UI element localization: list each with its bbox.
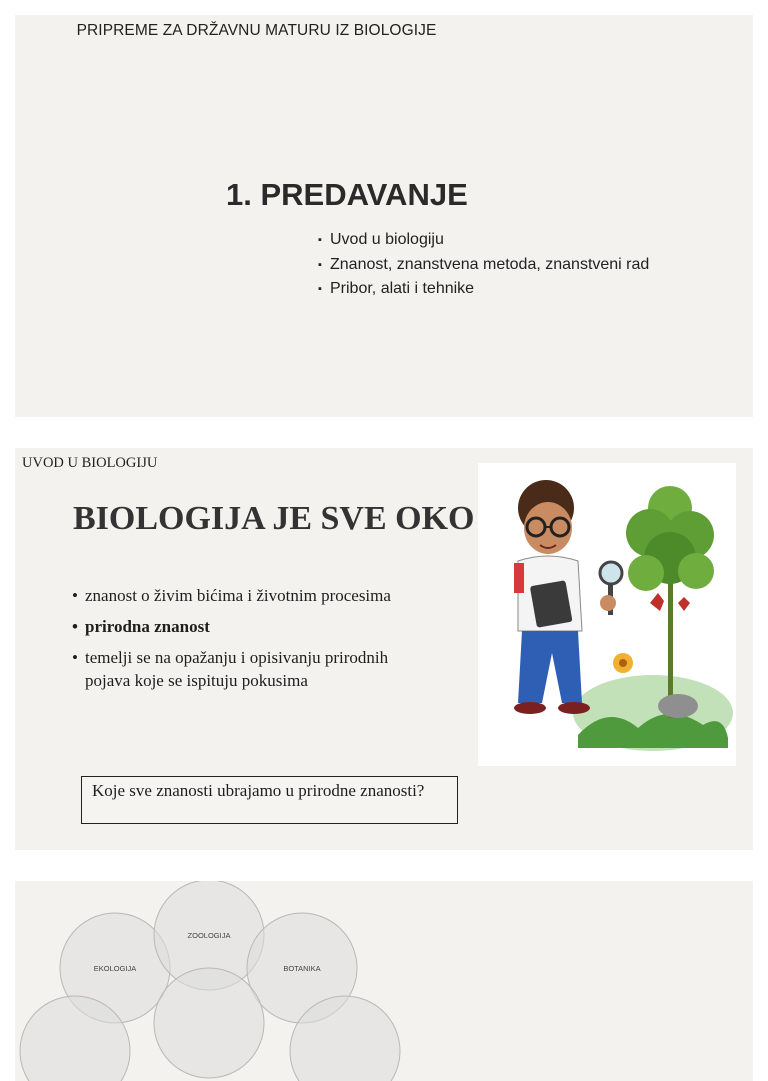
slide-1 [15, 15, 753, 417]
venn-circle [154, 968, 264, 1078]
venn-label-zoologija: ZOOLOGIJA [187, 931, 231, 940]
list-item-text: Pribor, alati i tehnike [330, 280, 475, 297]
list-item [318, 277, 649, 302]
venn-label-ekologija: EKOLOGIJA [93, 964, 137, 973]
list-item [72, 646, 412, 692]
list-item [318, 228, 649, 253]
bullet-icon: • [72, 617, 78, 636]
list-item [72, 584, 412, 607]
scientist-illustration [478, 463, 736, 766]
slide-1-bullet-list [318, 228, 649, 302]
list-item-text: Znanost, znanstvena metoda, znanstveni rad [330, 255, 650, 273]
slide-3 [15, 881, 753, 1081]
list-item [72, 615, 412, 638]
boy-with-magnifier-icon [478, 463, 736, 766]
slide-2-bullet-list [72, 584, 412, 700]
list-item [318, 253, 649, 278]
question-box: Koje sve znanosti ubrajamo u prirodne znanosti? [81, 776, 458, 824]
slide-1-title: 1. PREDAVANJE [226, 177, 468, 212]
slide-2-header: UVOD U BIOLOGIJU [22, 455, 158, 471]
bullet-icon: ▪ [318, 234, 322, 246]
bullet-icon: ▪ [318, 283, 322, 295]
list-item-text: prirodna znanost [85, 617, 210, 636]
slide-1-header: PRIPREME ZA DRŽAVNU MATURU IZ BIOLOGIJE [76, 22, 437, 39]
list-item-text: znanost o živim bićima i životnim procesima [85, 586, 391, 605]
bullet-icon: • [72, 586, 78, 605]
list-item-text: Uvod u biologiju [330, 231, 444, 248]
bullet-icon: ▪ [318, 258, 322, 271]
science-venn-diagram [15, 881, 753, 1081]
list-item-text: temelji se na opažanju i opisivanju prirodnih pojava koje se ispituju pokusima [85, 648, 389, 690]
slide-2-title: BIOLOGIJA JE SVE OKO [73, 500, 475, 537]
venn-label-botanika: BOTANIKA [283, 964, 321, 973]
bullet-icon: • [72, 648, 78, 667]
slide-2 [15, 448, 753, 850]
